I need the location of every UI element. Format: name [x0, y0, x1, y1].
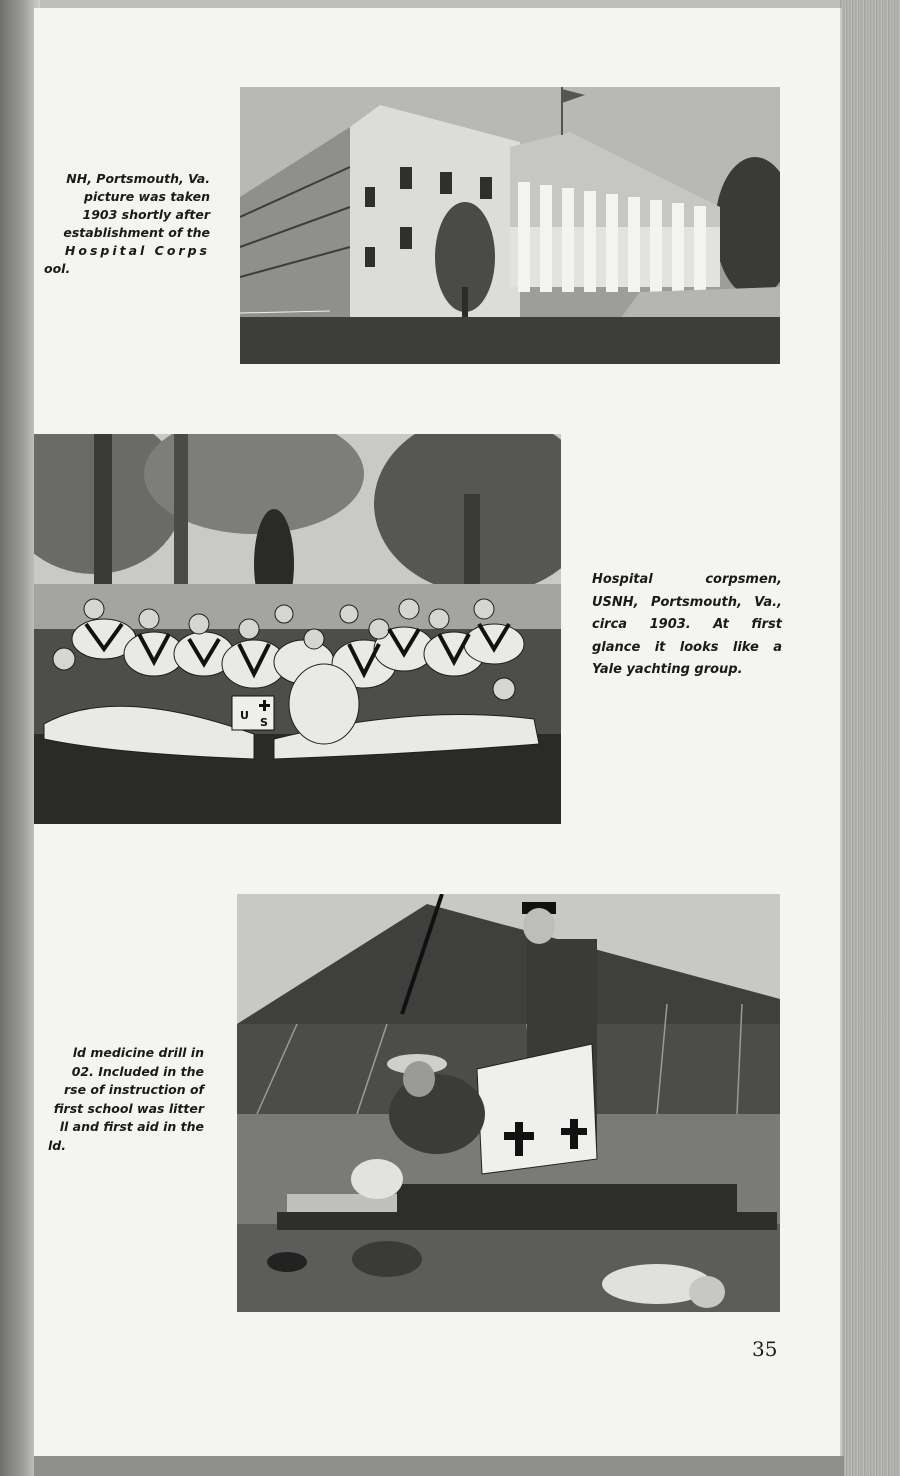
page-number: 35 — [752, 1337, 778, 1361]
caption-line: picture was taken — [84, 189, 210, 204]
caption-line: Hospital corpsmen, — [592, 572, 782, 587]
caption-line: establishment of the — [63, 225, 210, 240]
caption-line: circa 1903. At first — [592, 617, 782, 632]
caption-line: USNH, Portsmouth, Va., — [592, 594, 782, 610]
caption-line: 02. Included in the — [71, 1063, 204, 1079]
flag-letter-s: S — [260, 716, 268, 729]
caption-line: ld medicine drill in — [72, 1045, 204, 1060]
page-stack-edge — [840, 0, 900, 1476]
page-bottom-edge — [34, 1456, 844, 1476]
hospital-building-photo — [240, 87, 780, 364]
field-drill-photo — [237, 894, 780, 1312]
caption-field-drill — [48, 1044, 204, 1155]
caption-line: ld. — [48, 1137, 66, 1153]
caption-line: 1903 shortly after — [82, 207, 210, 222]
caption-line: Hospital Corps — [64, 243, 210, 258]
caption-line: ll and first aid in the — [59, 1119, 204, 1134]
caption-line: NH, Portsmouth, Va. — [66, 171, 210, 186]
caption-line: first school was litter — [53, 1100, 204, 1116]
caption-line: rse of instruction of — [63, 1082, 204, 1097]
caption-line: ool. — [44, 261, 71, 276]
caption-line: Yale yachting group. — [592, 662, 743, 677]
flag-letter-u: U — [240, 709, 249, 722]
corpsmen-group-photo — [34, 434, 561, 824]
caption-hospital-building — [44, 170, 210, 278]
caption-corpsmen-group — [592, 569, 782, 682]
caption-line: glance it looks like a — [592, 639, 782, 655]
